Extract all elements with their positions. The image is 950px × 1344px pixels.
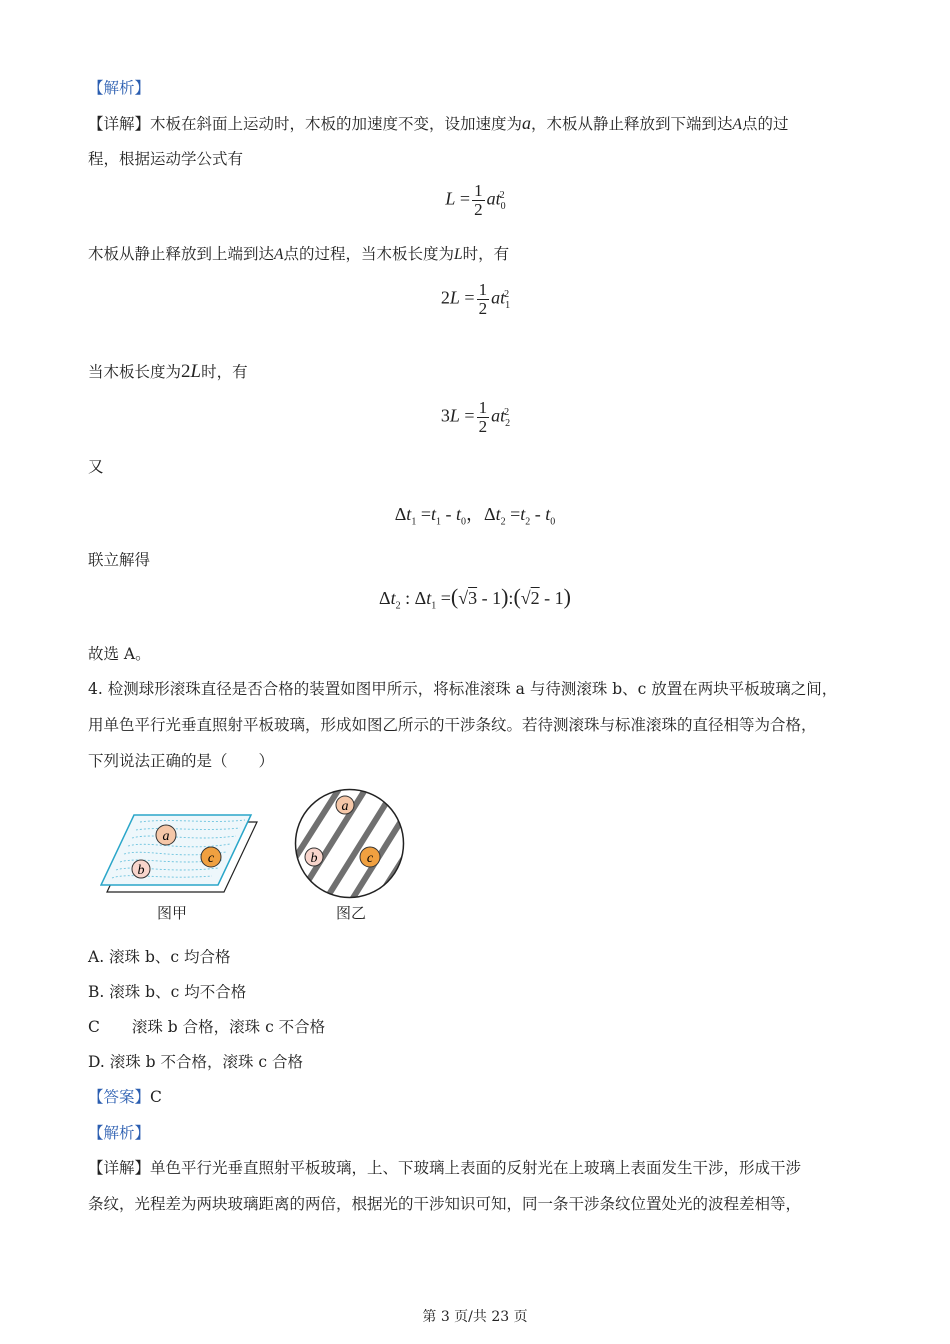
detail-line-7: 故选 A。 — [88, 645, 151, 663]
svg-text:b: b — [310, 851, 318, 866]
question-4-stem-1: 4. 检测球形滚珠直径是否合格的装置如图甲所示，将标准滚珠 a 与待测滚珠 b、c 放置在两块平板玻璃之间， — [88, 680, 838, 698]
detail-line-3: 木板从静止释放到上端到达A点的过程，当木板长度为L时，有 — [88, 245, 510, 263]
ball-a — [336, 796, 354, 814]
svg-text:c: c — [366, 851, 374, 866]
ball-b — [305, 848, 323, 866]
equation-3: 3L = $\frac{1}{2}$ $at_2^2$ — [440, 398, 511, 436]
option-c: C 滚珠 b 合格，滚珠 c 不合格 — [88, 1018, 326, 1036]
detail-line-6: 联立解得 — [88, 551, 151, 569]
detail-tag: 【详解】 — [88, 115, 151, 133]
option-d: D. 滚珠 b 不合格，滚珠 c 合格 — [88, 1053, 304, 1071]
equation-1: L = $\frac{1}{2}$ $at_0^2$ — [445, 181, 506, 219]
figure-a-caption: 图甲 — [157, 904, 188, 922]
detail-line-5: 又 — [88, 458, 104, 476]
detail-q4-line-2: 条纹，光程差为两块玻璃距离的两倍，根据光的干涉知识可知，同一条干涉条纹位置处光的波程差相等， — [88, 1195, 802, 1213]
figure-b-interference-fringes — [293, 787, 406, 900]
detail-line-4: 当木板长度为2L时，有 — [88, 361, 248, 382]
answer-line: 【答案】C — [88, 1088, 162, 1106]
page-footer: 第 3 页/共 23 页 — [422, 1309, 528, 1325]
question-4-stem-3: 下列说法正确的是（ ） — [88, 752, 275, 770]
svg-text:b: b — [137, 863, 145, 878]
svg-text:c: c — [207, 851, 215, 866]
ball-a — [156, 825, 176, 845]
detail-line-2: 程，根据运动学公式有 — [88, 150, 244, 168]
equation-2: 2L = $\frac{1}{2}$ $at_1^2$ — [440, 280, 511, 318]
analysis-tag: 【解析】 — [88, 79, 151, 97]
option-a: A. 滚珠 b、c 均合格 — [88, 948, 231, 966]
question-4-stem-2: 用单色平行光垂直照射平板玻璃，形成如图乙所示的干涉条纹。若待测滚珠与标准滚珠的直径相等为合格， — [88, 716, 817, 734]
analysis-tag-2: 【解析】 — [88, 1124, 151, 1142]
figure-a-glass-plates — [100, 800, 265, 895]
detail-q4-line-1: 【详解】单色平行光垂直照射平板玻璃，上、下玻璃上表面的反射光在上玻璃上表面发生干涉，形成干涉 — [88, 1159, 802, 1177]
detail-line-1: 【详解】木板在斜面上运动时，木板的加速度不变，设加速度为a，木板从静止释放到下端到达A点的过 — [88, 113, 789, 133]
equation-4: $\Delta t_1 =t_1 - t_0$，$\Delta t_2 =t_2 - t_0$ — [394, 504, 556, 528]
ball-c — [201, 847, 221, 867]
option-b: B. 滚珠 b、c 均不合格 — [88, 983, 247, 1001]
svg-text:a: a — [162, 829, 170, 844]
figure-b-caption: 图乙 — [336, 904, 367, 922]
svg-text:a: a — [341, 799, 349, 814]
ball-c — [360, 847, 380, 867]
ball-b — [132, 860, 150, 878]
equation-5: $\Delta t_2$ : $\Delta t_1 =(√3$ - 1):(√2 - 1) — [379, 584, 571, 612]
